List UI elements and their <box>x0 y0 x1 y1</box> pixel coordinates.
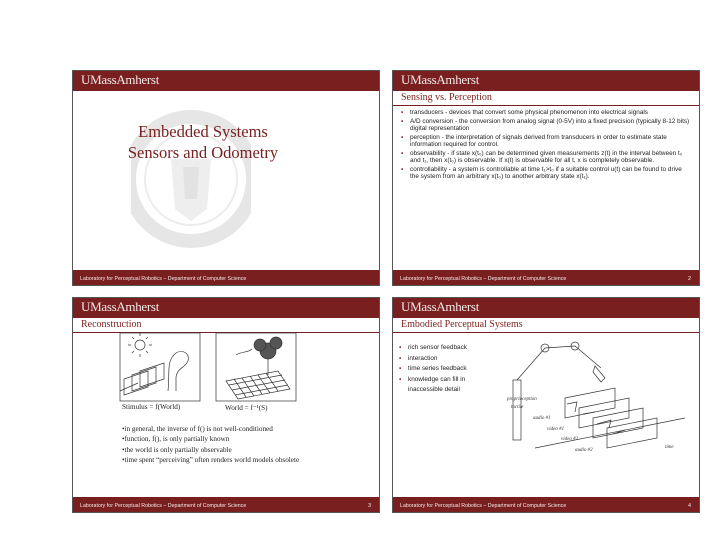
slide-footer <box>393 497 699 512</box>
slide-4 <box>392 297 700 513</box>
slide-2 <box>392 70 700 286</box>
robot-sensor-figure <box>505 338 695 463</box>
list-item: ▪ knowledge can fill in <box>399 375 509 386</box>
slide-footer <box>393 270 699 285</box>
list-item: ▪ A/D conversion - the conversion from analog signal (0-5V) into a fixed precision (typically 8-12 bits) digital representation <box>401 118 691 133</box>
title-divider <box>393 332 699 333</box>
page-number: 4 <box>687 503 691 509</box>
list-item: • function, f(), is only partially known <box>122 434 380 444</box>
footer-text: Laboratory for Perceptual Robotics – Department of Computer Science <box>400 276 567 282</box>
label-proprioception: proprioception <box>507 397 537 402</box>
world-caption: World = f⁻¹(S) <box>225 404 268 412</box>
footer-text: Laboratory for Perceptual Robotics – Department of Computer Science <box>80 503 247 509</box>
umass-logo: UMassAmherst <box>81 72 160 87</box>
list-item: ▪ transducers - devices that convert some physical phenomenon into electrical signals <box>401 109 691 116</box>
label-video-1: video #1 <box>547 427 565 432</box>
list-item: • time spent “perceiving” often renders world models obsolete <box>122 455 380 465</box>
stimulus-panel <box>120 333 200 401</box>
slide-header <box>393 71 699 91</box>
stimulus-caption: Stimulus = f(World) <box>122 403 181 411</box>
title-line-2: Sensors and Odometry <box>127 143 279 162</box>
slide-footer <box>73 270 379 285</box>
list-item: ▪ rich sensor feedback <box>399 343 509 354</box>
bullet-list <box>399 343 509 396</box>
list-item: ▪ interaction <box>399 354 509 365</box>
label-audio-2: audio #2 <box>575 448 593 453</box>
umass-logo: UMassAmherst <box>81 299 160 314</box>
label-time: time <box>665 445 674 450</box>
page-number: 2 <box>687 276 691 282</box>
slide-title: Sensing vs. Perception <box>401 92 492 103</box>
slide-title: Embodied Perceptual Systems <box>401 319 523 330</box>
list-item: • the world is only partially observable <box>122 445 380 455</box>
bullet-list <box>401 109 691 182</box>
list-item: ▪ time series feedback <box>399 364 509 375</box>
slide-footer <box>73 497 379 512</box>
title-divider <box>393 105 699 106</box>
page-number: 3 <box>367 503 371 509</box>
list-item: ▪ observability - if state x(t₀) can be determined given measurements z(t) in the interval between t₀ and t₁, then x(t₀) is observable. If x(t) is observable for all t, x is completely observable. <box>401 150 691 165</box>
list-item: inaccessible detail <box>408 386 460 393</box>
slide-1 <box>72 70 380 286</box>
slide-header <box>393 298 699 318</box>
slide-header <box>73 298 379 318</box>
label-tactile: tactile <box>511 405 524 410</box>
label-video-2: video #2 <box>561 437 579 442</box>
list-item: ▪ controllability - a system is controllable at time t₁>t₀ if a suitable control u(t) can be found to drive the system from an arbitrary x(t₀) to another arbitrary state x(t₁). <box>401 166 691 181</box>
title-line-1: Embedded Systems <box>138 122 268 141</box>
presentation-title <box>73 121 333 163</box>
list-item: • in general, the inverse of f() is not well-conditioned <box>122 424 380 434</box>
reconstruction-diagram <box>118 331 298 403</box>
bullet-list <box>122 424 380 465</box>
slide-3 <box>72 297 380 513</box>
slide-title: Reconstruction <box>81 319 142 330</box>
umass-logo: UMassAmherst <box>401 72 480 87</box>
footer-text: Laboratory for Perceptual Robotics – Department of Computer Science <box>80 276 247 282</box>
list-item: ▪ perception - the interpretation of signals derived from transducers in order to estimate state information required for control. <box>401 134 691 149</box>
footer-text: Laboratory for Perceptual Robotics – Department of Computer Science <box>400 503 567 509</box>
slide-header <box>73 71 379 91</box>
world-panel <box>216 333 296 401</box>
umass-logo: UMassAmherst <box>401 299 480 314</box>
label-audio-1: audio #1 <box>533 416 551 421</box>
